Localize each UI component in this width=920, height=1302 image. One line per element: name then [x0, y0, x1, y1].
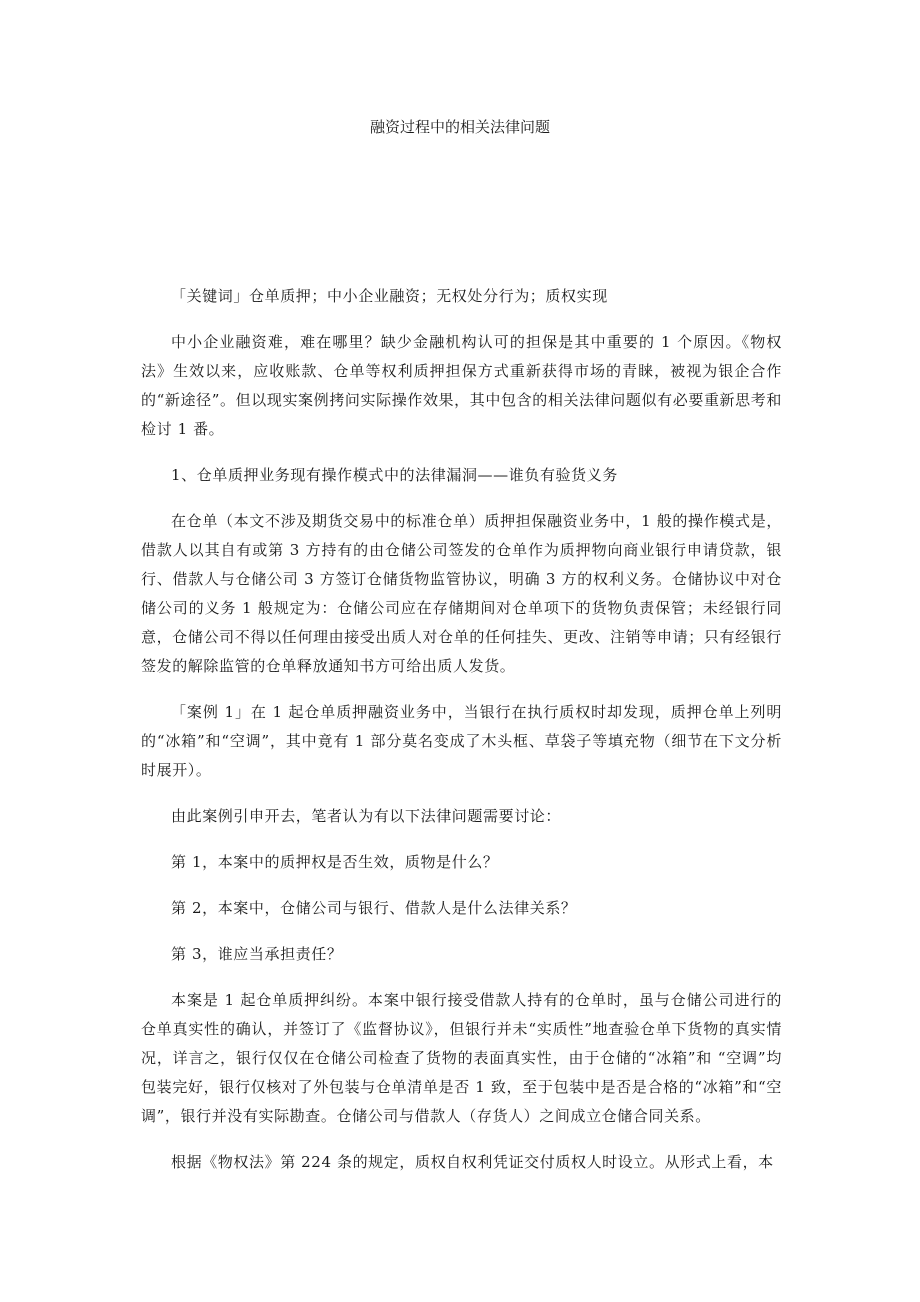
- paragraph-intro: 中小企业融资难，难在哪里？缺少金融机构认可的担保是其中重要的 1 个原因。《物权法》生效以来，应收账款、仓单等权利质押担保方式重新获得市场的青睐，被视为银企合作的“新途径”。但以现实案例拷问实际操作效果，其中包含的相关法律问题似有必要重新思考和检讨 1 番。: [141, 333, 782, 438]
- paragraph-case-1: 「案例 1」在 1 起仓单质押融资业务中，当银行在执行质权时却发现，质押仓单上列明的“冰箱”和“空调”，其中竟有 1 部分莫名变成了木头框、草袋子等填充物（细节在下文分析时展开）。: [141, 703, 782, 779]
- paragraph-property-law: 根据《物权法》第 224 条的规定，质权自权利凭证交付质权人时设立。从形式上看，本: [171, 1153, 774, 1171]
- document-body: [141, 282, 782, 1177]
- section-heading-1: 1、仓单质押业务现有操作模式中的法律漏洞——谁负有验货义务: [171, 466, 618, 484]
- paragraph-case-analysis: 本案是 1 起仓单质押纠纷。本案中银行接受借款人持有的仓单时，虽与仓储公司进行的仓单真实性的确认，并签订了《监督协议》，但银行并未“实质性”地查验仓单下货物的真实情况，详言之，银行仅仅在仓储公司检查了货物的表面真实性，由于仓储的“冰箱”和 “空调”均包装完好，银行仅核对了外包装与仓单清单是否 1 致，至于包装中是否是合格的“冰箱”和“空调”，银行并没有实际勘查。仓储公司与借款人（存货人）之间成立仓储合同关系。: [141, 991, 782, 1125]
- issue-item-3: 第 3，谁应当承担责任？: [171, 945, 343, 963]
- document-title: 融资过程中的相关法律问题: [369, 118, 550, 136]
- issue-item-1: 第 1，本案中的质押权是否生效，质物是什么？: [171, 853, 499, 871]
- keywords-line: 「关键词」仓单质押；中小企业融资；无权处分行为；质权实现: [171, 287, 608, 305]
- paragraph-issues-intro: 由此案例引申开去，笔者认为有以下法律问题需要讨论：: [171, 807, 562, 825]
- issue-item-2: 第 2，本案中，仓储公司与银行、借款人是什么法律关系？: [171, 899, 577, 917]
- paragraph-operation-mode: 在仓单（本文不涉及期货交易中的标准仓单）质押担保融资业务中，1 般的操作模式是，借款人以其自有或第 3 方持有的由仓储公司签发的仓单作为质押物向商业银行申请贷款，银行、借款人与仓储公司 3 方签订仓储货物监管协议，明确 3 方的权利义务。仓储协议中对仓储公司的义务 1 般规定为：仓储公司应在存储期间对仓单项下的货物负责保管；未经银行同意，仓储公司不得以任何理由接受出质人对仓单的任何挂失、更改、注销等申请；只有经银行签发的解除监管的仓单释放通知书方可给出质人发货。: [141, 512, 782, 675]
